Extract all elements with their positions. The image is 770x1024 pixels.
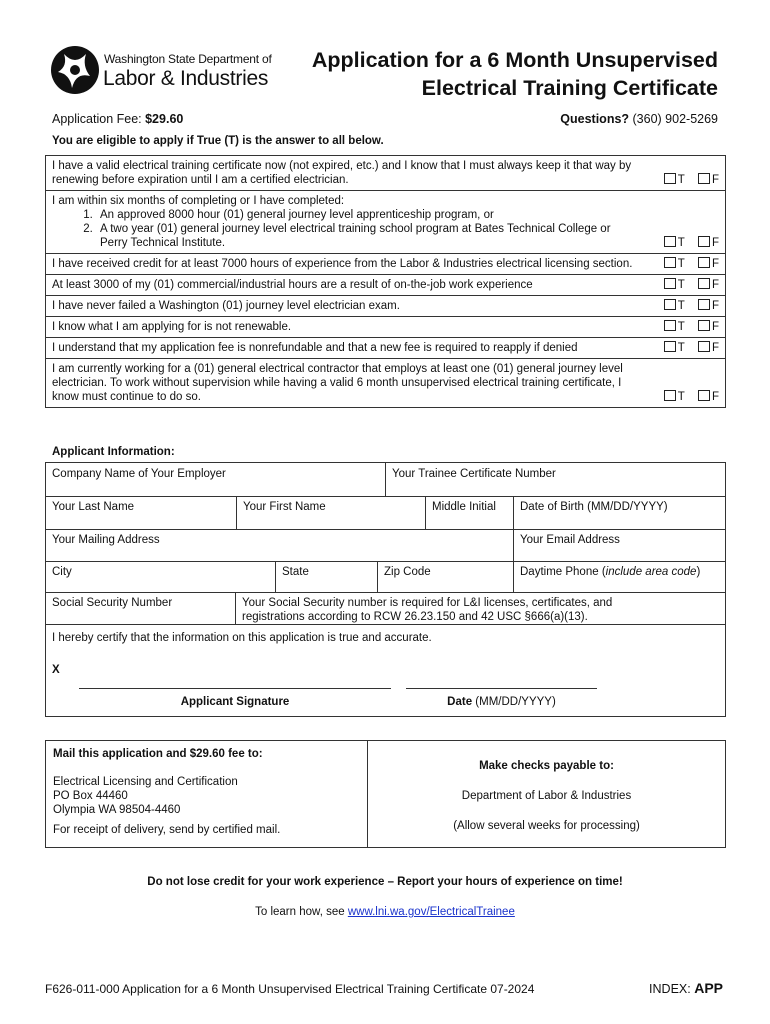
trainee-certificate-field[interactable]: Your Trainee Certificate Number — [392, 468, 556, 480]
true-label: T — [677, 391, 685, 403]
company-name-field[interactable]: Company Name of Your Employer — [52, 468, 226, 480]
questions-phone — [560, 112, 718, 126]
eligibility-row — [46, 156, 726, 191]
eligibility-question: I have never failed a Washington (01) journey level electrician exam. — [46, 296, 644, 317]
eligibility-question-text: I am within six months of completing or I have completed: — [52, 195, 345, 207]
form-title-line1: Application for a 6 Month Unsupervised — [311, 48, 718, 72]
false-label: F — [711, 321, 719, 333]
eligibility-question: I know what I am applying for is not renewable. — [46, 317, 644, 338]
mail-address-line3: Olympia WA 98504-4460 — [53, 804, 181, 816]
mailing-instructions-box — [45, 740, 726, 848]
false-label: F — [711, 258, 719, 270]
false-checkbox[interactable] — [698, 173, 710, 184]
ssn-field[interactable]: Social Security Number — [52, 597, 173, 609]
mailing-address-block — [46, 741, 368, 847]
false-label: F — [711, 279, 719, 291]
date-label — [406, 691, 597, 713]
true-checkbox[interactable] — [664, 278, 676, 289]
true-label: T — [677, 342, 685, 354]
questions-label: Questions? — [560, 112, 630, 126]
last-name-field[interactable]: Your Last Name — [52, 501, 135, 513]
true-checkbox[interactable] — [664, 236, 676, 247]
phone-label-italic: include area code — [605, 566, 697, 578]
eligibility-row — [46, 338, 726, 359]
program-option: 2. A two year (01) general journey level electrical training school program at Bates Technical College or Perry Technical Institute. — [96, 222, 638, 250]
false-checkbox[interactable] — [698, 236, 710, 247]
first-name-field[interactable]: Your First Name — [243, 501, 326, 513]
questions-number: (360) 902-5269 — [629, 112, 718, 126]
index-code — [649, 980, 723, 996]
true-false-choices — [644, 338, 726, 359]
learn-more-line — [0, 906, 770, 918]
true-label: T — [677, 279, 685, 291]
false-checkbox[interactable] — [698, 257, 710, 268]
phone-label-close: ) — [696, 566, 701, 578]
zip-code-field[interactable]: Zip Code — [384, 566, 431, 578]
true-false-choices — [644, 359, 726, 408]
false-label: F — [711, 174, 719, 186]
true-checkbox[interactable] — [664, 341, 676, 352]
false-label: F — [711, 300, 719, 312]
index-value: APP — [694, 980, 723, 996]
false-checkbox[interactable] — [698, 320, 710, 331]
form-title-line2: Electrical Training Certificate — [421, 76, 718, 100]
report-hours-notice: Do not lose credit for your work experience – Report your hours of experience on time! — [147, 876, 623, 888]
false-label: F — [711, 391, 719, 403]
false-checkbox[interactable] — [698, 390, 710, 401]
payment-block — [368, 741, 725, 847]
form-footer-id: F626-011-000 Application for a 6 Month Unsupervised Electrical Training Certificate 07-2024 — [45, 982, 535, 996]
date-line[interactable] — [406, 688, 597, 689]
true-false-choices — [644, 296, 726, 317]
state-field[interactable]: State — [282, 566, 309, 578]
eligibility-table — [45, 155, 726, 408]
form-title — [258, 46, 718, 102]
eligibility-row — [46, 275, 726, 296]
signature-line[interactable] — [79, 688, 391, 689]
email-address-field[interactable]: Your Email Address — [520, 534, 620, 546]
eligibility-row — [46, 359, 726, 408]
mail-address-line1: Electrical Licensing and Certification — [53, 776, 238, 788]
true-label: T — [677, 321, 685, 333]
phone-label: Daytime Phone ( — [520, 566, 606, 578]
middle-initial-field[interactable]: Middle Initial — [432, 501, 496, 513]
true-checkbox[interactable] — [664, 320, 676, 331]
program-option: 1. An approved 8000 hour (01) general journey level apprenticeship program, or — [96, 208, 638, 222]
agency-name-line1: Washington State Department of — [104, 52, 272, 66]
eligibility-row — [46, 296, 726, 317]
certify-statement: I hereby certify that the information on this application is true and accurate. — [52, 632, 432, 644]
eligibility-question: I understand that my application fee is nonrefundable and that a new fee is required to reapply if denied — [46, 338, 644, 359]
eligibility-question: I have received credit for at least 7000 hours of experience from the Labor & Industries electrical licensing section. — [46, 254, 644, 275]
lni-logo-icon — [50, 44, 100, 96]
eligibility-question: At least 3000 of my (01) commercial/industrial hours are a result of on-the-job work experience — [46, 275, 644, 296]
processing-note: (Allow several weeks for processing) — [453, 820, 640, 832]
application-fee — [52, 112, 183, 126]
city-field[interactable]: City — [52, 566, 72, 578]
daytime-phone-field[interactable] — [514, 561, 706, 583]
true-false-choices — [644, 254, 726, 275]
ssn-requirement-note: Your Social Security number is required for L&I licenses, certificates, and registrations according to RCW 26.23.150 and 42 USC §666(a)(13). — [242, 597, 613, 623]
date-label-bold: Date — [447, 696, 473, 708]
false-label: F — [711, 342, 719, 354]
true-label: T — [677, 174, 685, 186]
date-of-birth-field[interactable]: Date of Birth (MM/DD/YYYY) — [520, 501, 668, 513]
false-checkbox[interactable] — [698, 278, 710, 289]
mail-heading: Mail this application and $29.60 fee to: — [53, 748, 263, 760]
false-checkbox[interactable] — [698, 341, 710, 352]
eligibility-intro: You are eligible to apply if True (T) is the answer to all below. — [52, 135, 384, 147]
eligibility-row — [46, 254, 726, 275]
program-options-list — [96, 208, 638, 250]
applicant-info-title: Applicant Information: — [52, 446, 175, 458]
true-checkbox[interactable] — [664, 299, 676, 310]
true-label: T — [677, 258, 685, 270]
mail-address-line2: PO Box 44460 — [53, 790, 128, 802]
signature-x-mark: X — [52, 664, 60, 676]
false-label: F — [711, 237, 719, 249]
index-label: INDEX: — [649, 982, 695, 996]
true-label: T — [677, 300, 685, 312]
payee-name: Department of Labor & Industries — [461, 790, 632, 802]
date-format: (MM/DD/YYYY) — [472, 696, 556, 708]
learn-prefix: To learn how, see — [255, 906, 348, 918]
fee-label: Application Fee: — [52, 112, 146, 126]
certified-mail-note: For receipt of delivery, send by certified mail. — [53, 824, 281, 836]
eligibility-question: I am currently working for a (01) general electrical contractor that employs at least one (01) general journey level electrician. To work without supervision while having a valid 6 month unsupervised electrical training certificate, I know must continue to do so. — [46, 359, 644, 408]
electrical-trainee-link[interactable]: www.lni.wa.gov/ElectricalTrainee — [347, 906, 515, 918]
checks-heading: Make checks payable to: — [479, 760, 614, 772]
eligibility-question — [46, 191, 644, 254]
mailing-address-field[interactable]: Your Mailing Address — [52, 534, 160, 546]
true-checkbox[interactable] — [664, 257, 676, 268]
true-false-choices — [644, 275, 726, 296]
eligibility-row — [46, 317, 726, 338]
true-label: T — [677, 237, 685, 249]
true-checkbox[interactable] — [664, 390, 676, 401]
agency-logo — [50, 44, 290, 100]
applicant-info-grid — [45, 462, 726, 717]
agency-name-line2: Labor & Industries — [103, 67, 269, 90]
true-false-choices — [644, 156, 726, 191]
eligibility-question: I have a valid electrical training certificate now (not expired, etc.) and I know that I must always keep it that way by renewing before expiration until I am a certified electrician. — [46, 156, 644, 191]
false-checkbox[interactable] — [698, 299, 710, 310]
true-false-choices — [644, 191, 726, 254]
true-checkbox[interactable] — [664, 173, 676, 184]
true-false-choices — [644, 317, 726, 338]
eligibility-row — [46, 191, 726, 254]
fee-amount: $29.60 — [145, 112, 184, 126]
signature-label: Applicant Signature — [180, 696, 290, 708]
